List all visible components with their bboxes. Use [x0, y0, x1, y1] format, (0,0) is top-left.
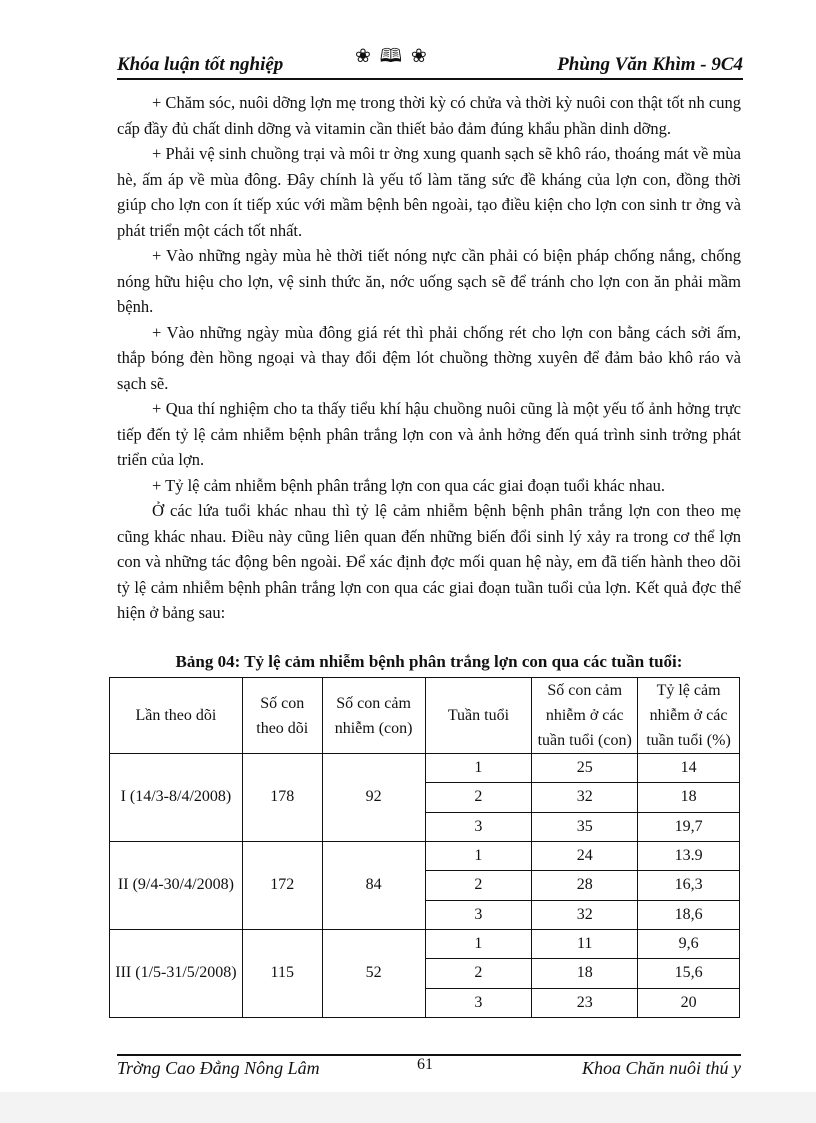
- header-ornament-icon: ❀ 🕮 ❀: [355, 46, 429, 67]
- count-cell: 25: [532, 754, 638, 783]
- count-cell: 18: [532, 959, 638, 988]
- week-cell: 3: [425, 900, 532, 929]
- table-header-cell: Số con cảm nhiễm (con): [322, 678, 425, 754]
- header-thesis-title: Khóa luận tốt nghiệp: [117, 54, 284, 75]
- table-header-row: [110, 678, 740, 754]
- paragraph: + Qua thí nghiệm cho ta thấy tiểu khí hậu chuồng nuôi cũng là một yếu tố ảnh hởng trực tiếp đến tỷ lệ cảm nhiễm bệnh phân trắng lợn con và ảnh hởng đến quá trình sinh trởng phát triển của lợn.: [117, 399, 741, 469]
- body-text: [117, 90, 741, 626]
- week-cell: 1: [425, 841, 532, 870]
- week-cell: 1: [425, 929, 532, 958]
- week-cell: 2: [425, 871, 532, 900]
- rate-cell: 18,6: [638, 900, 740, 929]
- rate-cell: 19,7: [638, 812, 740, 841]
- header-author: Phùng Văn Khìm - 9C4: [557, 54, 743, 75]
- table-row: [110, 754, 740, 783]
- week-cell: 3: [425, 988, 532, 1017]
- count-cell: 28: [532, 871, 638, 900]
- paragraph: Ở các lứa tuổi khác nhau thì tỷ lệ cảm nhiễm bệnh bệnh phân trắng lợn con theo mẹ cũng khác nhau. Điều này cũng liên quan đến những biến đổi sinh lý xảy ra trong cơ thể lợn con và những tác động bên ngoài. Để xác định đợc mối quan hệ này, em đã tiến hành theo dõi tỷ lệ cảm nhiễm bệnh phân trắng lợn con qua các giai đoạn tuần tuổi của lợn. Kết quả đợc thể hiện ở bảng sau:: [117, 501, 741, 622]
- rate-cell: 20: [638, 988, 740, 1017]
- page-number: 61: [417, 1056, 433, 1073]
- table-header-cell: Số con theo dõi: [242, 678, 322, 754]
- count-cell: 23: [532, 988, 638, 1017]
- page-footer: [117, 1054, 741, 1080]
- tracked-cell: 178: [242, 754, 322, 842]
- count-cell: 11: [532, 929, 638, 958]
- paragraph: + Vào những ngày mùa đông giá rét thì phải chống rét cho lợn con bằng cách sởi ấm, thắp bóng đèn hồng ngoại và thay đổi đệm lót chuồng thờng xuyên để đảm bảo khô ráo và sạch sẽ.: [117, 322, 741, 393]
- tracked-cell: 115: [242, 929, 322, 1017]
- count-cell: 32: [532, 783, 638, 812]
- infected-cell: 92: [322, 754, 425, 842]
- page-header: [117, 46, 743, 80]
- header-divider: [117, 78, 743, 80]
- week-cell: 2: [425, 783, 532, 812]
- paragraph: + Vào những ngày mùa hè thời tiết nóng nực cần phải có biện pháp chống nắng, chống nóng hữu hiệu cho lợn, vệ sinh thức ăn, nớc uống sạch sẽ để tránh cho lợn con ăn phải mầm bệnh.: [117, 246, 741, 316]
- footer-faculty: Khoa Chăn nuôi thú y: [581, 1058, 741, 1078]
- week-cell: 1: [425, 754, 532, 783]
- period-cell: II (9/4-30/4/2008): [110, 841, 243, 929]
- page-margin: [0, 1092, 816, 1123]
- rate-cell: 15,6: [638, 959, 740, 988]
- tracked-cell: 172: [242, 841, 322, 929]
- table-header-cell: Lần theo dõi: [110, 678, 243, 754]
- table-header-cell: Số con cảm nhiễm ở các tuần tuổi (con): [532, 678, 638, 754]
- rate-cell: 13.9: [638, 841, 740, 870]
- infected-cell: 84: [322, 841, 425, 929]
- week-cell: 2: [425, 959, 532, 988]
- week-cell: 3: [425, 812, 532, 841]
- paragraph: + Chăm sóc, nuôi dỡng lợn mẹ trong thời kỳ có chửa và thời kỳ nuôi con thật tốt nh cung cấp đầy đủ chất dinh dỡng và vitamin cần thiết bảo đảm đúng khẩu phần dinh dỡng.: [117, 93, 741, 138]
- table-title: Bảng 04: Tỷ lệ cảm nhiễm bệnh phân trắng lợn con qua các tuần tuổi:: [175, 652, 683, 671]
- infection-rate-table: [109, 677, 740, 1018]
- rate-cell: 9,6: [638, 929, 740, 958]
- rate-cell: 14: [638, 754, 740, 783]
- table-row: [110, 841, 740, 870]
- footer-school: Trờng Cao Đẳng Nông Lâm: [117, 1058, 320, 1078]
- period-cell: I (14/3-8/4/2008): [110, 754, 243, 842]
- period-cell: III (1/5-31/5/2008): [110, 929, 243, 1017]
- paragraph: + Tỷ lệ cảm nhiễm bệnh phân trắng lợn con qua các giai đoạn tuổi khác nhau.: [152, 475, 666, 495]
- count-cell: 32: [532, 900, 638, 929]
- table-row: [110, 929, 740, 958]
- table-header-cell: Tuần tuổi: [425, 678, 532, 754]
- paragraph: + Phải vệ sinh chuồng trại và môi tr ờng xung quanh sạch sẽ khô ráo, thoáng mát về mùa hè, ấm áp về mùa đông. Đây chính là yếu tố làm tăng sức đề kháng của lợn con, đồng thời giúp cho lợn con ít tiếp xúc với mầm bệnh bên ngoài, tạo điều kiện cho lợn con sinh tr ởng và phát triển một cách tốt nhất.: [117, 144, 741, 240]
- count-cell: 24: [532, 841, 638, 870]
- rate-cell: 18: [638, 783, 740, 812]
- count-cell: 35: [532, 812, 638, 841]
- infected-cell: 52: [322, 929, 425, 1017]
- rate-cell: 16,3: [638, 871, 740, 900]
- table-header-cell: Tỷ lệ cảm nhiễm ở các tuần tuổi (%): [638, 678, 740, 754]
